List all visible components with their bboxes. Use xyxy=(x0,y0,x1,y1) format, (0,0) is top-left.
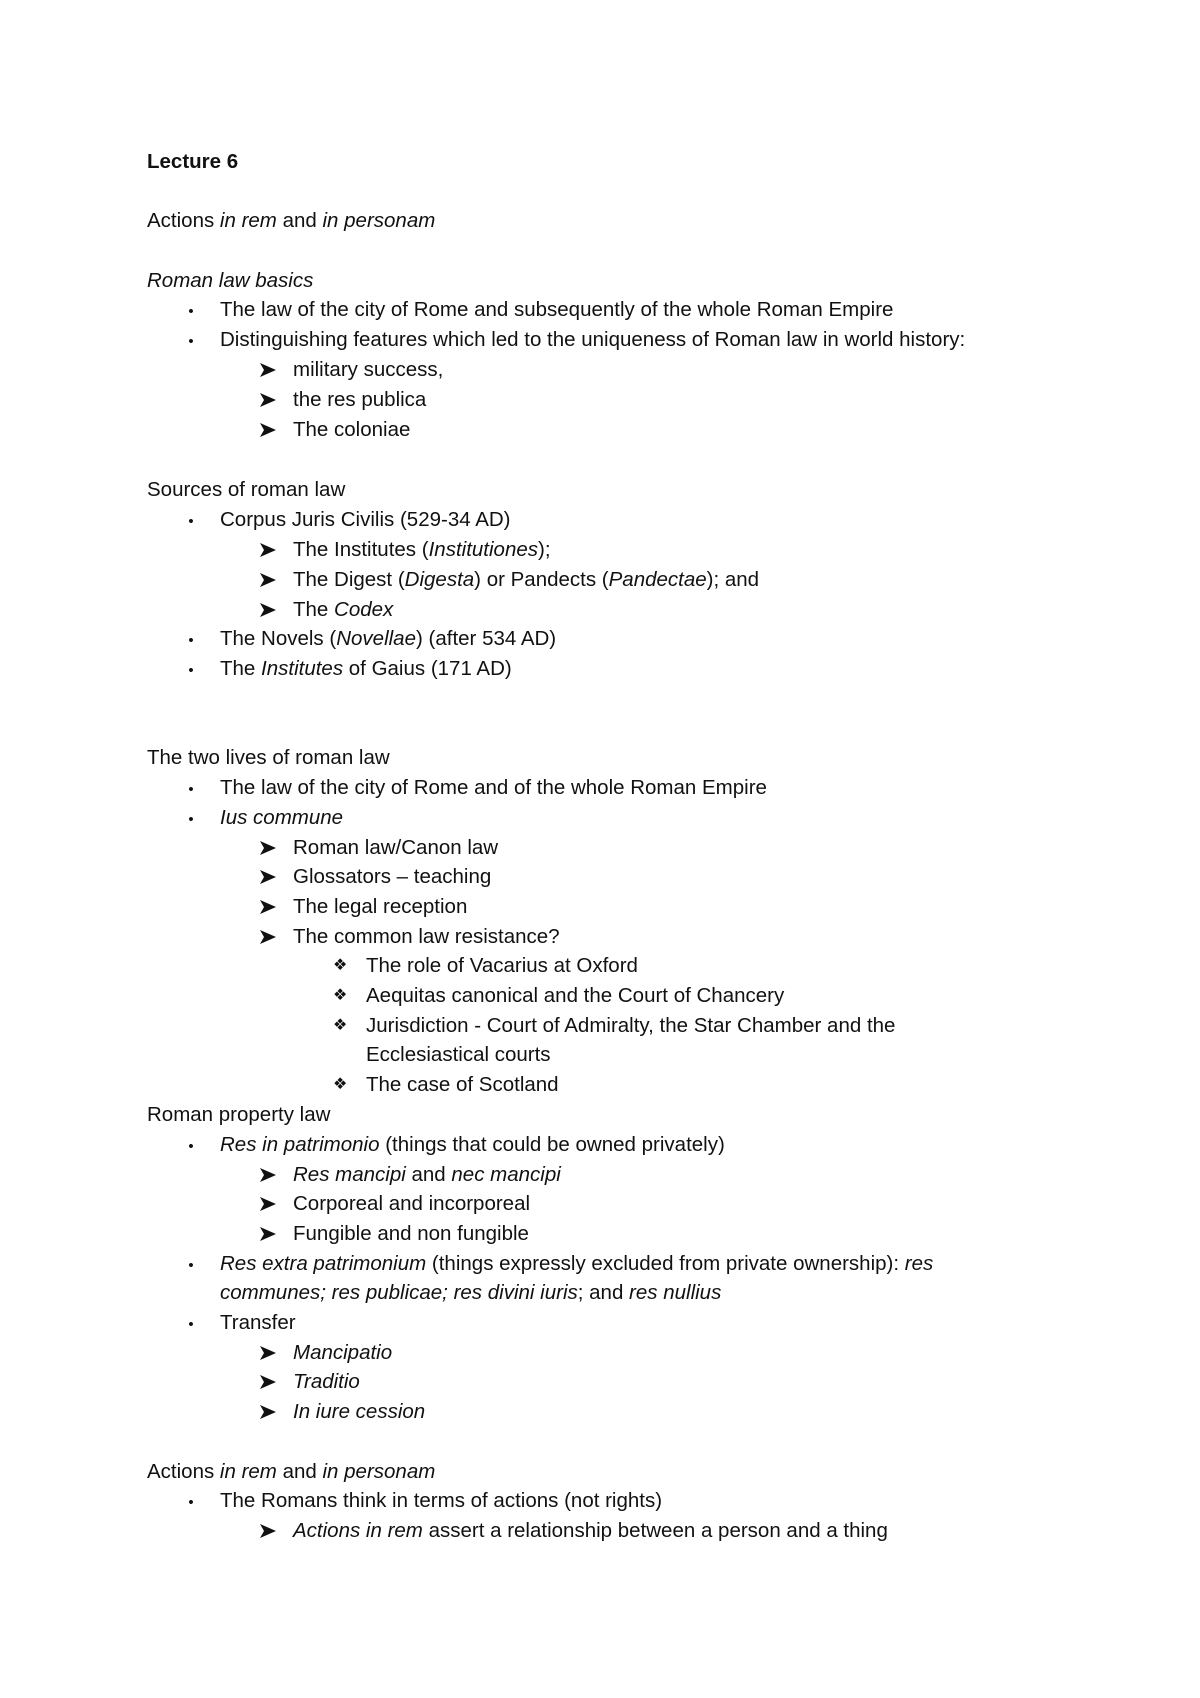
arrow-bullet-icon xyxy=(258,598,280,622)
arrow-bullet-icon xyxy=(258,1192,280,1216)
bullet-icon xyxy=(184,1489,198,1515)
section-title-property: Roman property law xyxy=(147,1103,331,1126)
list-item: The Romans think in terms of actions (not rights) xyxy=(220,1489,663,1512)
list-item: Traditio xyxy=(293,1370,360,1393)
diamond-bullet-icon: ❖ xyxy=(333,1076,348,1093)
arrow-bullet-icon xyxy=(258,1400,280,1424)
section-title-sources: Sources of roman law xyxy=(147,478,346,501)
arrow-bullet-icon xyxy=(258,1370,280,1394)
list-item: The legal reception xyxy=(293,895,468,918)
bullet-icon xyxy=(184,298,198,324)
arrow-bullet-icon xyxy=(258,1519,280,1543)
arrow-bullet-icon xyxy=(258,865,280,889)
list-item: The law of the city of Rome and subsequently of the whole Roman Empire xyxy=(220,298,894,321)
lecture-title: Lecture 6 xyxy=(147,150,239,173)
list-item: Actions in rem assert a relationship between a person and a thing xyxy=(293,1519,888,1542)
list-item: The case of Scotland xyxy=(366,1073,559,1096)
arrow-bullet-icon xyxy=(258,1341,280,1365)
list-item: military success, xyxy=(293,358,444,381)
list-item: Roman law/Canon law xyxy=(293,836,499,859)
list-item: The Codex xyxy=(293,598,394,621)
arrow-bullet-icon xyxy=(258,388,280,412)
list-item-continuation: Ecclesiastical courts xyxy=(366,1043,551,1066)
bullet-icon xyxy=(184,627,198,653)
list-item: Res in patrimonio (things that could be owned privately) xyxy=(220,1133,725,1156)
list-item: the res publica xyxy=(293,388,427,411)
list-item: The coloniae xyxy=(293,418,411,441)
list-item: Distinguishing features which led to the uniqueness of Roman law in world history: xyxy=(220,328,966,351)
bullet-icon xyxy=(184,806,198,832)
bullet-icon xyxy=(184,776,198,802)
list-item: The role of Vacarius at Oxford xyxy=(366,954,638,977)
arrow-bullet-icon xyxy=(258,1163,280,1187)
list-item: Corporeal and incorporeal xyxy=(293,1192,531,1215)
arrow-bullet-icon xyxy=(258,1222,280,1246)
arrow-bullet-icon xyxy=(258,836,280,860)
bullet-icon xyxy=(184,328,198,354)
arrow-bullet-icon xyxy=(258,418,280,442)
list-item: In iure cession xyxy=(293,1400,426,1423)
diamond-bullet-icon: ❖ xyxy=(333,1017,348,1034)
list-item: Corpus Juris Civilis (529-34 AD) xyxy=(220,508,511,531)
bullet-icon xyxy=(184,508,198,534)
bullet-icon xyxy=(184,1252,198,1278)
heading-actions: Actions in rem and in personam xyxy=(147,209,436,232)
section-title-lives: The two lives of roman law xyxy=(147,746,390,769)
list-item: The Institutes of Gaius (171 AD) xyxy=(220,657,512,680)
list-item: Aequitas canonical and the Court of Chancery xyxy=(366,984,785,1007)
list-item: Ius commune xyxy=(220,806,344,829)
list-item: The Novels (Novellae) (after 534 AD) xyxy=(220,627,557,650)
list-item: Res mancipi and nec mancipi xyxy=(293,1163,561,1186)
list-item: The Digest (Digesta) or Pandects (Pandectae); and xyxy=(293,568,760,591)
arrow-bullet-icon xyxy=(258,568,280,592)
bullet-icon xyxy=(184,1133,198,1159)
section-title-actions: Actions in rem and in personam xyxy=(147,1460,436,1483)
arrow-bullet-icon xyxy=(258,925,280,949)
list-item: Jurisdiction - Court of Admiralty, the Star Chamber and the xyxy=(366,1014,896,1037)
bullet-icon xyxy=(184,657,198,683)
list-item: Res extra patrimonium (things expressly excluded from private ownership): res xyxy=(220,1252,934,1275)
list-item: Glossators – teaching xyxy=(293,865,492,888)
list-item-continuation: communes; res publicae; res divini iuris; and res nullius xyxy=(220,1281,722,1304)
list-item: Transfer xyxy=(220,1311,296,1334)
arrow-bullet-icon xyxy=(258,358,280,382)
list-item: The common law resistance? xyxy=(293,925,560,948)
list-item: The law of the city of Rome and of the whole Roman Empire xyxy=(220,776,767,799)
list-item: Fungible and non fungible xyxy=(293,1222,529,1245)
diamond-bullet-icon: ❖ xyxy=(333,957,348,974)
arrow-bullet-icon xyxy=(258,538,280,562)
list-item: The Institutes (Institutiones); xyxy=(293,538,551,561)
arrow-bullet-icon xyxy=(258,895,280,919)
diamond-bullet-icon: ❖ xyxy=(333,987,348,1004)
bullet-icon xyxy=(184,1311,198,1337)
section-title-basics: Roman law basics xyxy=(147,269,314,292)
list-item: Mancipatio xyxy=(293,1341,393,1364)
